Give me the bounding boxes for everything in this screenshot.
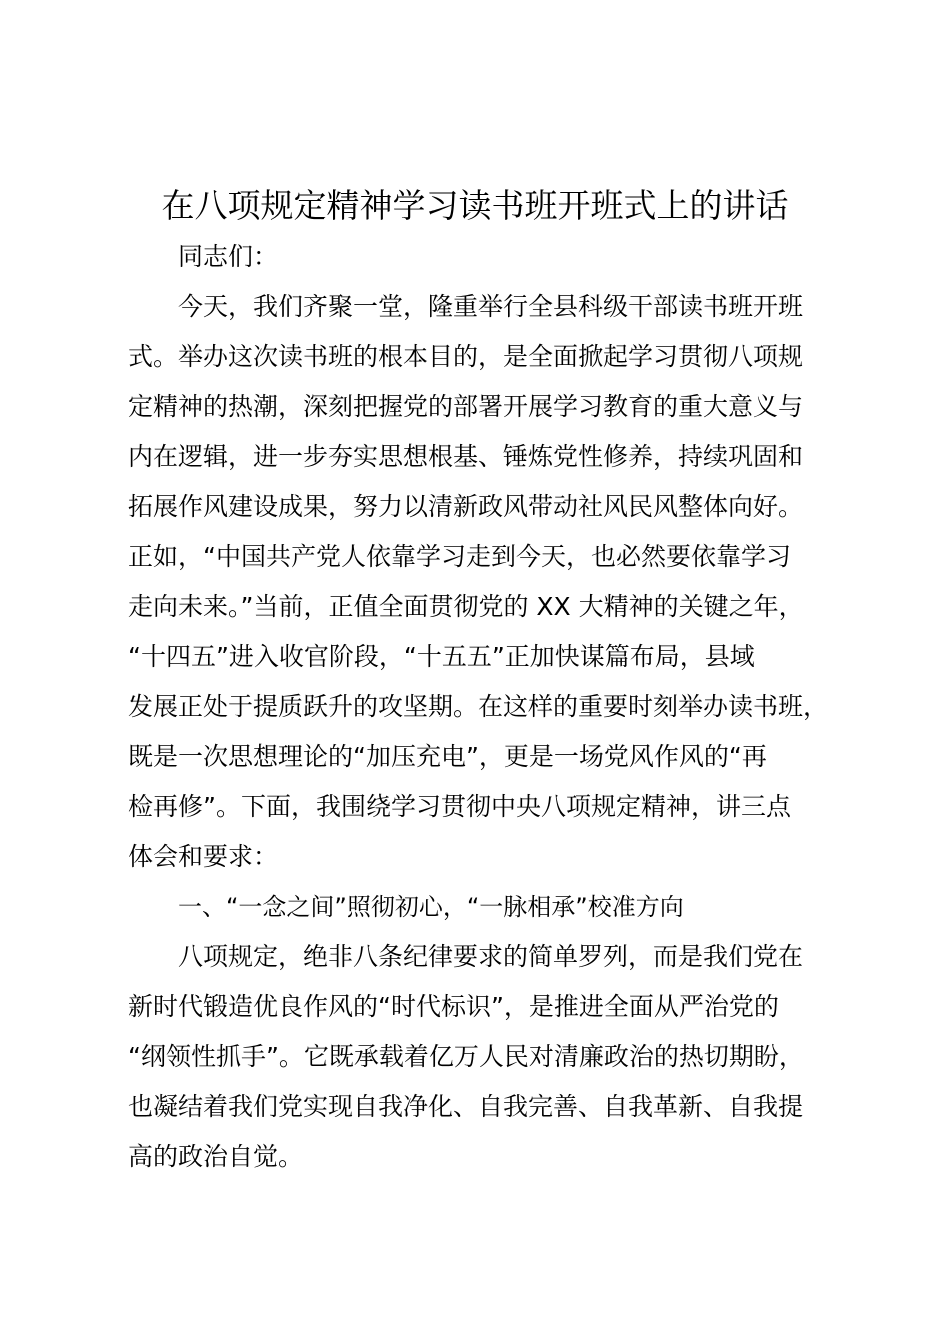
paragraph-line: 新时代锻造优良作风的“时代标识”，是推进全面从严治党的 [128, 992, 779, 1021]
paragraph-line: 发展正处于提质跃升的攻坚期。在这样的重要时刻举办读书班， [128, 692, 829, 721]
paragraph-line: 今天，我们齐聚一堂，隆重举行全县科级干部读书班开班 [178, 292, 804, 321]
speech-body [128, 232, 832, 1182]
paragraph-line: “十四五”进入收官阶段，“十五五”正加快谋篇布局，县域 [128, 642, 755, 671]
paragraph-line: “纲领性抓手”。它既承载着亿万人民对清廉政治的热切期盼， [128, 1042, 804, 1071]
section-heading: 一、“一念之间”照彻初心，“一脉相承”校准方向 [178, 893, 684, 921]
paragraph-line: 也凝结着我们党实现自我净化、自我完善、自我革新、自我提 [128, 1092, 804, 1121]
paragraph-line: 走向未来。”当前，正值全面贯彻党的 XX 大精神的关键之年， [128, 592, 804, 621]
paragraph-line: 拓展作风建设成果，努力以清新政风带动社风民风整体向好。 [128, 492, 804, 521]
paragraph-line: 八项规定，绝非八条纪律要求的简单罗列，而是我们党在 [178, 942, 804, 971]
paragraph-line: 内在逻辑，进一步夯实思想根基、锤炼党性修养，持续巩固和 [128, 442, 804, 471]
paragraph-line: 正如，“中国共产党人依靠学习走到今天，也必然要依靠学习 [128, 542, 791, 571]
paragraph-line: 高的政治自觉。 [128, 1142, 304, 1171]
paragraph-line: 式。举办这次读书班的根本目的，是全面掀起学习贯彻八项规 [128, 342, 804, 371]
paragraph-line: 既是一次思想理论的“加压充电”，更是一场党风作风的“再 [128, 742, 767, 771]
paragraph-line: 体会和要求： [128, 842, 279, 871]
document-title: 在八项规定精神学习读书班开班式上的讲话 [161, 186, 789, 225]
paragraph-line: 定精神的热潮，深刻把握党的部署开展学习教育的重大意义与 [128, 392, 804, 421]
paragraph-line: 检再修”。下面，我围绕学习贯彻中央八项规定精神，讲三点 [128, 792, 791, 821]
salutation: 同志们： [178, 242, 279, 271]
